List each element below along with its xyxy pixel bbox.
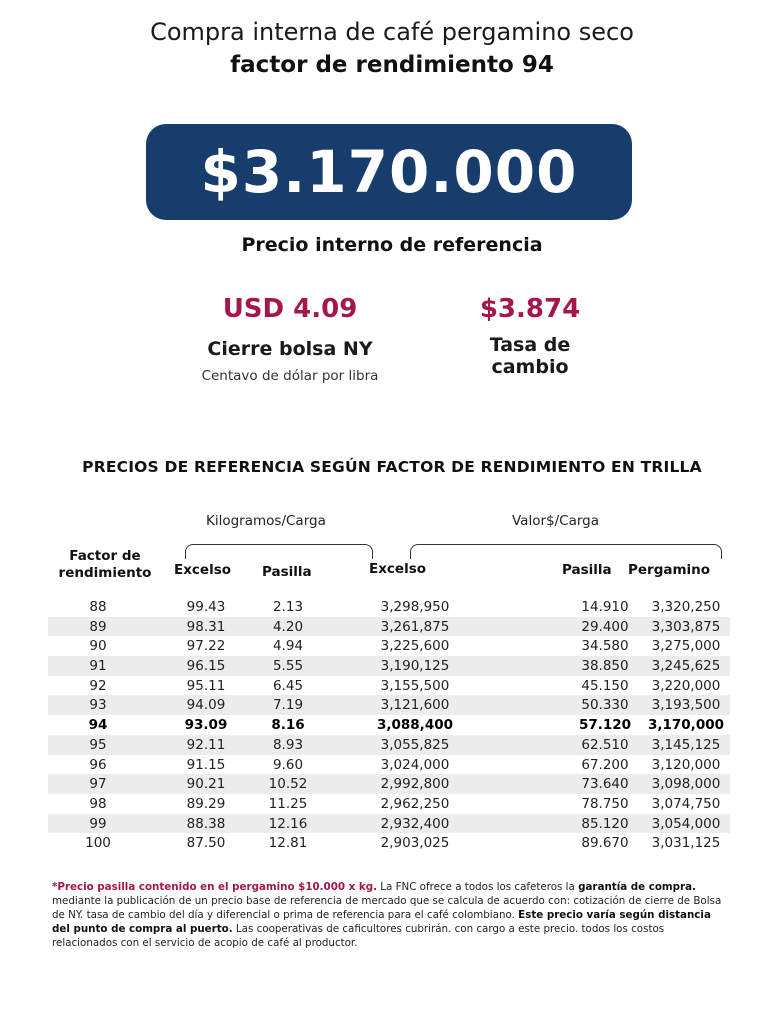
cell-pergamino: 3,193,500 <box>651 697 721 714</box>
table-row <box>48 636 730 656</box>
cell-excelso-kg: 89.29 <box>186 795 226 812</box>
main-price-box <box>146 124 632 220</box>
cell-excelso-valor: 3,121,600 <box>380 697 450 714</box>
cell-pasilla-kg: 4.20 <box>272 618 304 635</box>
cell-factor: 99 <box>89 815 107 832</box>
table-row <box>48 755 730 775</box>
cell-pasilla-kg: 7.19 <box>272 697 304 714</box>
cell-pasilla-kg: 8.93 <box>272 736 304 753</box>
table-row <box>48 814 730 834</box>
cell-excelso-kg: 88.38 <box>186 815 226 832</box>
cell-excelso-kg: 87.50 <box>186 835 226 852</box>
cell-pasilla-valor: 29.400 <box>581 618 629 635</box>
cell-excelso-kg: 94.09 <box>186 697 226 714</box>
main-price-label: Precio interno de referencia <box>241 234 543 256</box>
table-row <box>48 715 730 735</box>
header-pasilla-kg: Pasilla <box>262 564 312 580</box>
cell-excelso-kg: 99.43 <box>186 599 226 615</box>
cell-pergamino: 3,245,625 <box>651 658 721 675</box>
cell-excelso-kg: 97.22 <box>186 638 226 655</box>
cell-pasilla-kg: 9.60 <box>272 756 304 773</box>
cell-excelso-valor: 2,903,025 <box>380 835 450 852</box>
cell-pergamino: 3,120,000 <box>651 756 721 773</box>
cell-pergamino: 3,098,000 <box>651 776 721 793</box>
cell-factor: 97 <box>89 776 107 793</box>
cell-pergamino: 3,145,125 <box>651 736 721 753</box>
cell-pasilla-valor: 73.640 <box>581 776 629 793</box>
cell-pasilla-kg: 10.52 <box>268 776 308 793</box>
cell-pasilla-kg: 2.13 <box>272 599 304 615</box>
table-row <box>48 617 730 637</box>
group-label-kg: Kilogramos/Carga <box>206 513 326 529</box>
table-row <box>48 735 730 755</box>
cell-excelso-valor: 3,155,500 <box>380 677 450 694</box>
cell-excelso-valor: 2,992,800 <box>380 776 450 793</box>
title-line-2: factor de rendimiento 94 <box>230 52 554 78</box>
cell-pasilla-kg: 12.81 <box>268 835 308 852</box>
table-row <box>48 833 730 853</box>
cell-excelso-valor: 3,024,000 <box>380 756 450 773</box>
cell-excelso-kg: 95.11 <box>186 677 226 694</box>
cell-excelso-valor: 3,088,400 <box>376 717 453 734</box>
table-section-title: PRECIOS DE REFERENCIA SEGÚN FACTOR DE RENDIMIENTO EN TRILLA <box>82 458 702 476</box>
cell-pasilla-valor: 50.330 <box>581 697 629 714</box>
cell-pergamino: 3,275,000 <box>651 638 721 655</box>
cell-factor: 100 <box>85 835 111 852</box>
cell-factor: 98 <box>89 795 107 812</box>
footnote-part2: La FNC ofrece a todos los cafeteros la <box>377 881 579 893</box>
footnote <box>52 880 732 950</box>
cell-excelso-valor: 3,298,950 <box>380 599 450 615</box>
cell-pasilla-valor: 62.510 <box>581 736 629 753</box>
cell-pasilla-valor: 14.910 <box>581 599 629 615</box>
cell-pergamino: 3,303,875 <box>651 618 721 635</box>
cell-pasilla-valor: 45.150 <box>581 677 629 694</box>
cell-pergamino: 3,320,250 <box>651 599 721 615</box>
cell-pergamino: 3,074,750 <box>651 795 721 812</box>
cell-pasilla-valor: 57.120 <box>578 717 632 734</box>
kg-group-bracket <box>185 544 373 559</box>
cell-pasilla-kg: 5.55 <box>272 658 304 675</box>
footnote-part3: garantía de compra. <box>578 881 696 893</box>
footnote-part1: *Precio pasilla contenido en el pergamino $10.000 x kg. <box>52 881 377 893</box>
price-table <box>48 597 730 853</box>
ny-close-value: USD 4.09 <box>222 294 358 324</box>
cell-excelso-kg: 93.09 <box>184 717 228 734</box>
cell-pasilla-valor: 67.200 <box>581 756 629 773</box>
cell-pasilla-kg: 8.16 <box>271 717 305 734</box>
cell-factor: 90 <box>89 638 107 655</box>
cell-excelso-valor: 3,055,825 <box>380 736 450 753</box>
cell-excelso-valor: 3,225,600 <box>380 638 450 655</box>
table-row <box>48 774 730 794</box>
cell-excelso-kg: 91.15 <box>186 756 226 773</box>
cell-factor: 89 <box>89 618 107 635</box>
cell-pasilla-kg: 6.45 <box>272 677 304 694</box>
cell-excelso-kg: 96.15 <box>186 658 226 675</box>
header-excelso-kg: Excelso <box>174 562 232 578</box>
cell-excelso-valor: 3,190,125 <box>380 658 450 675</box>
title-line-1: Compra interna de café pergamino seco <box>150 18 634 46</box>
cell-pasilla-valor: 78.750 <box>581 795 629 812</box>
cell-pergamino: 3,170,000 <box>647 717 724 734</box>
cell-pasilla-kg: 4.94 <box>272 638 304 655</box>
cell-factor: 88 <box>89 599 107 615</box>
cell-excelso-valor: 2,962,250 <box>380 795 450 812</box>
header-factor <box>50 548 160 582</box>
cell-pasilla-valor: 38.850 <box>581 658 629 675</box>
cell-excelso-kg: 92.11 <box>186 736 226 753</box>
cell-pasilla-valor: 89.670 <box>581 835 629 852</box>
footnote-part5: Este precio varía según distancia del punto de compra al puerto. <box>52 909 711 935</box>
cell-excelso-valor: 2,932,400 <box>380 815 450 832</box>
cell-factor: 94 <box>88 717 108 734</box>
cell-pasilla-kg: 11.25 <box>268 795 308 812</box>
footnote-part4: mediante la publicación de un precio base de referencia de mercado que se calcula de acuerdo con: cotización de cierre de Bolsa de NY. tasa de cambio del día y diferencial o prima de referencia para el café colombiano. <box>52 895 722 921</box>
header-factor-line2: rendimiento <box>58 565 152 581</box>
cell-pergamino: 3,031,125 <box>651 835 721 852</box>
exchange-rate-label <box>440 334 620 378</box>
cell-factor: 96 <box>89 756 107 773</box>
cell-factor: 95 <box>89 736 107 753</box>
cell-pasilla-valor: 34.580 <box>581 638 629 655</box>
valor-group-bracket <box>410 544 722 559</box>
cell-factor: 93 <box>89 697 107 714</box>
main-price-value: $3.170.000 <box>200 138 578 206</box>
exchange-rate-value: $3.874 <box>479 294 581 324</box>
ny-close-sublabel: Centavo de dólar por libra <box>201 368 379 384</box>
cell-pasilla-kg: 12.16 <box>268 815 308 832</box>
table-row <box>48 794 730 814</box>
exchange-rate-label-line1: Tasa de <box>489 334 571 356</box>
table-row <box>48 695 730 715</box>
header-excelso-valor: Excelso <box>369 561 427 577</box>
footnote-part6: Las cooperativas de caficultores cubrirán. con cargo a este precio. todos los costos relacionados con el servicio de acopio de café al productor. <box>52 923 665 949</box>
cell-factor: 91 <box>89 658 107 675</box>
cell-pergamino: 3,220,000 <box>651 677 721 694</box>
exchange-rate-label-line2: cambio <box>491 356 569 378</box>
cell-pasilla-valor: 85.120 <box>581 815 629 832</box>
header-pasilla-valor: Pasilla <box>562 562 612 578</box>
ny-close-label: Cierre bolsa NY <box>207 338 373 360</box>
cell-factor: 92 <box>89 677 107 694</box>
table-row <box>48 597 730 617</box>
group-label-valor: Valor$/Carga <box>512 513 600 529</box>
cell-excelso-kg: 90.21 <box>186 776 226 793</box>
cell-pergamino: 3,054,000 <box>651 815 721 832</box>
cell-excelso-kg: 98.31 <box>186 618 226 635</box>
table-row <box>48 676 730 696</box>
header-pergamino: Pergamino <box>628 562 711 578</box>
cell-excelso-valor: 3,261,875 <box>380 618 450 635</box>
header-factor-line1: Factor de <box>69 548 141 564</box>
table-row <box>48 656 730 676</box>
